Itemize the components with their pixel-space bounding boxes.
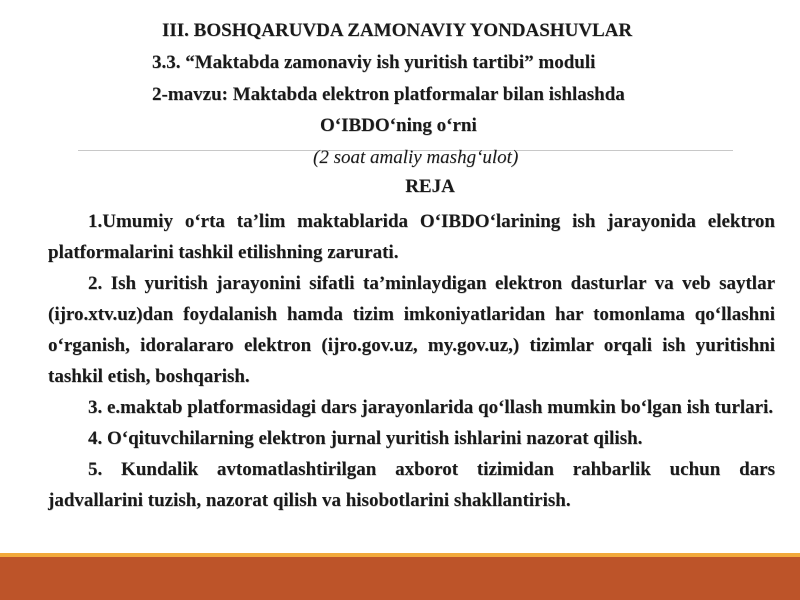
plan-item-3: 3. e.maktab platformasidagi dars jarayonlarida qo‘llash mumkin bo‘lgan ish turlari. [88,397,774,418]
plan-title: REJA [405,176,455,197]
plan-item-2: 2. Ish yuritish jarayonini sifatli ta’minlaydigan elektron dasturlar va veb saytlar (ijro.xtv.uz)dan foydalanish hamda tizim imkoniyatlaridan har tomonlama qo‘llashni o‘rganish, idoralararo elektron (ijro.gov.uz, my.gov.uz,) tizimlar orqali ish yuritishni tashkil etish, boshqarish. [48,273,775,387]
section-heading: III. BOSHQARUVDA ZAMONAVIY YONDASHUVLAR [162,20,633,41]
plan-item-1: 1.Umumiy o‘rta ta’lim maktablarida O‘IBDO‘larining ish jarayonida elektron platformalarini tashkil etilishning zarurati. [48,211,775,263]
topic-heading-line2: O‘IBDO‘ning o‘rni [320,115,477,136]
module-heading: 3.3. “Maktabda zamonaviy ish yuritish tartibi” moduli [152,52,596,73]
footer-bar [0,557,800,600]
plan-item-4: 4. O‘qituvchilarning elektron jurnal yuritish ishlarini nazorat qilish. [88,428,643,449]
plan-item-5: 5. Kundalik avtomatlashtirilgan axborot tizimidan rahbarlik uchun dars jadvallarini tuzish, nazorat qilish va hisobotlarini shakllantirish. [48,459,775,511]
topic-heading-line1: 2-mavzu: Maktabda elektron platformalar bilan ishlashda [152,84,625,105]
session-subtitle: (2 soat amaliy mashg‘ulot) [313,147,519,168]
plan-list [48,206,775,516]
